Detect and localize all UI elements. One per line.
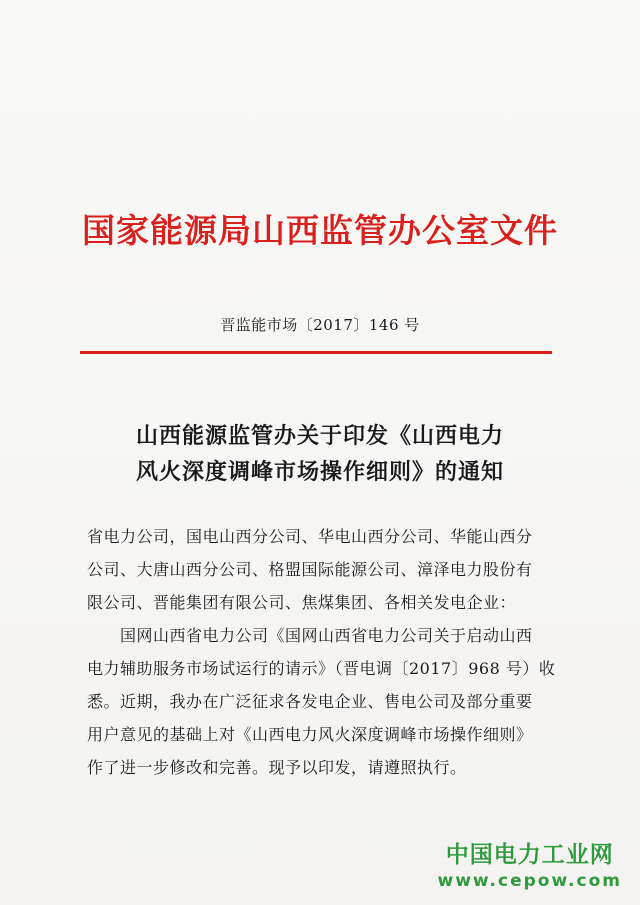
header-divider [80,351,552,354]
body-line: 作了进一步修改和完善。现予以印发，请遵照执行。 [87,758,467,777]
body-line: 限公司、晋能集团有限公司、焦煤集团、各相关发电企业： [87,593,517,612]
notice-title [100,418,540,490]
body-line: 国网山西省电力公司《国网山西省电力公司关于启动山西 [87,626,533,645]
document-number: 晋监能市场〔2017〕146 号 [220,316,420,334]
body-line: 公司、大唐山西分公司、格盟国际能源公司、漳泽电力股份有 [87,560,533,579]
body-line: 用户意见的基础上对《山西电力风火深度调峰市场操作细则》 [87,725,533,744]
watermark [438,836,623,891]
body-line: 悉。近期，我办在广泛征求各发电企业、售电公司及部分重要 [87,692,533,711]
body-line: 省电力公司，国电山西分公司、华电山西分公司、华能山西分 [87,527,533,546]
document-header-title: 国家能源局山西监管办公室文件 [82,211,558,250]
notice-title-line-2: 风火深度调峰市场操作细则》的通知 [135,459,504,485]
body-line: 电力辅助服务市场试运行的请示》（晋电调〔2017〕968 号）收 [87,659,556,678]
watermark-url: www.cepow.com [437,871,622,891]
notice-body [87,520,557,784]
notice-title-line-1: 山西能源监管办关于印发《山西电力 [135,423,504,449]
watermark-title: 中国电力工业网 [445,842,614,868]
